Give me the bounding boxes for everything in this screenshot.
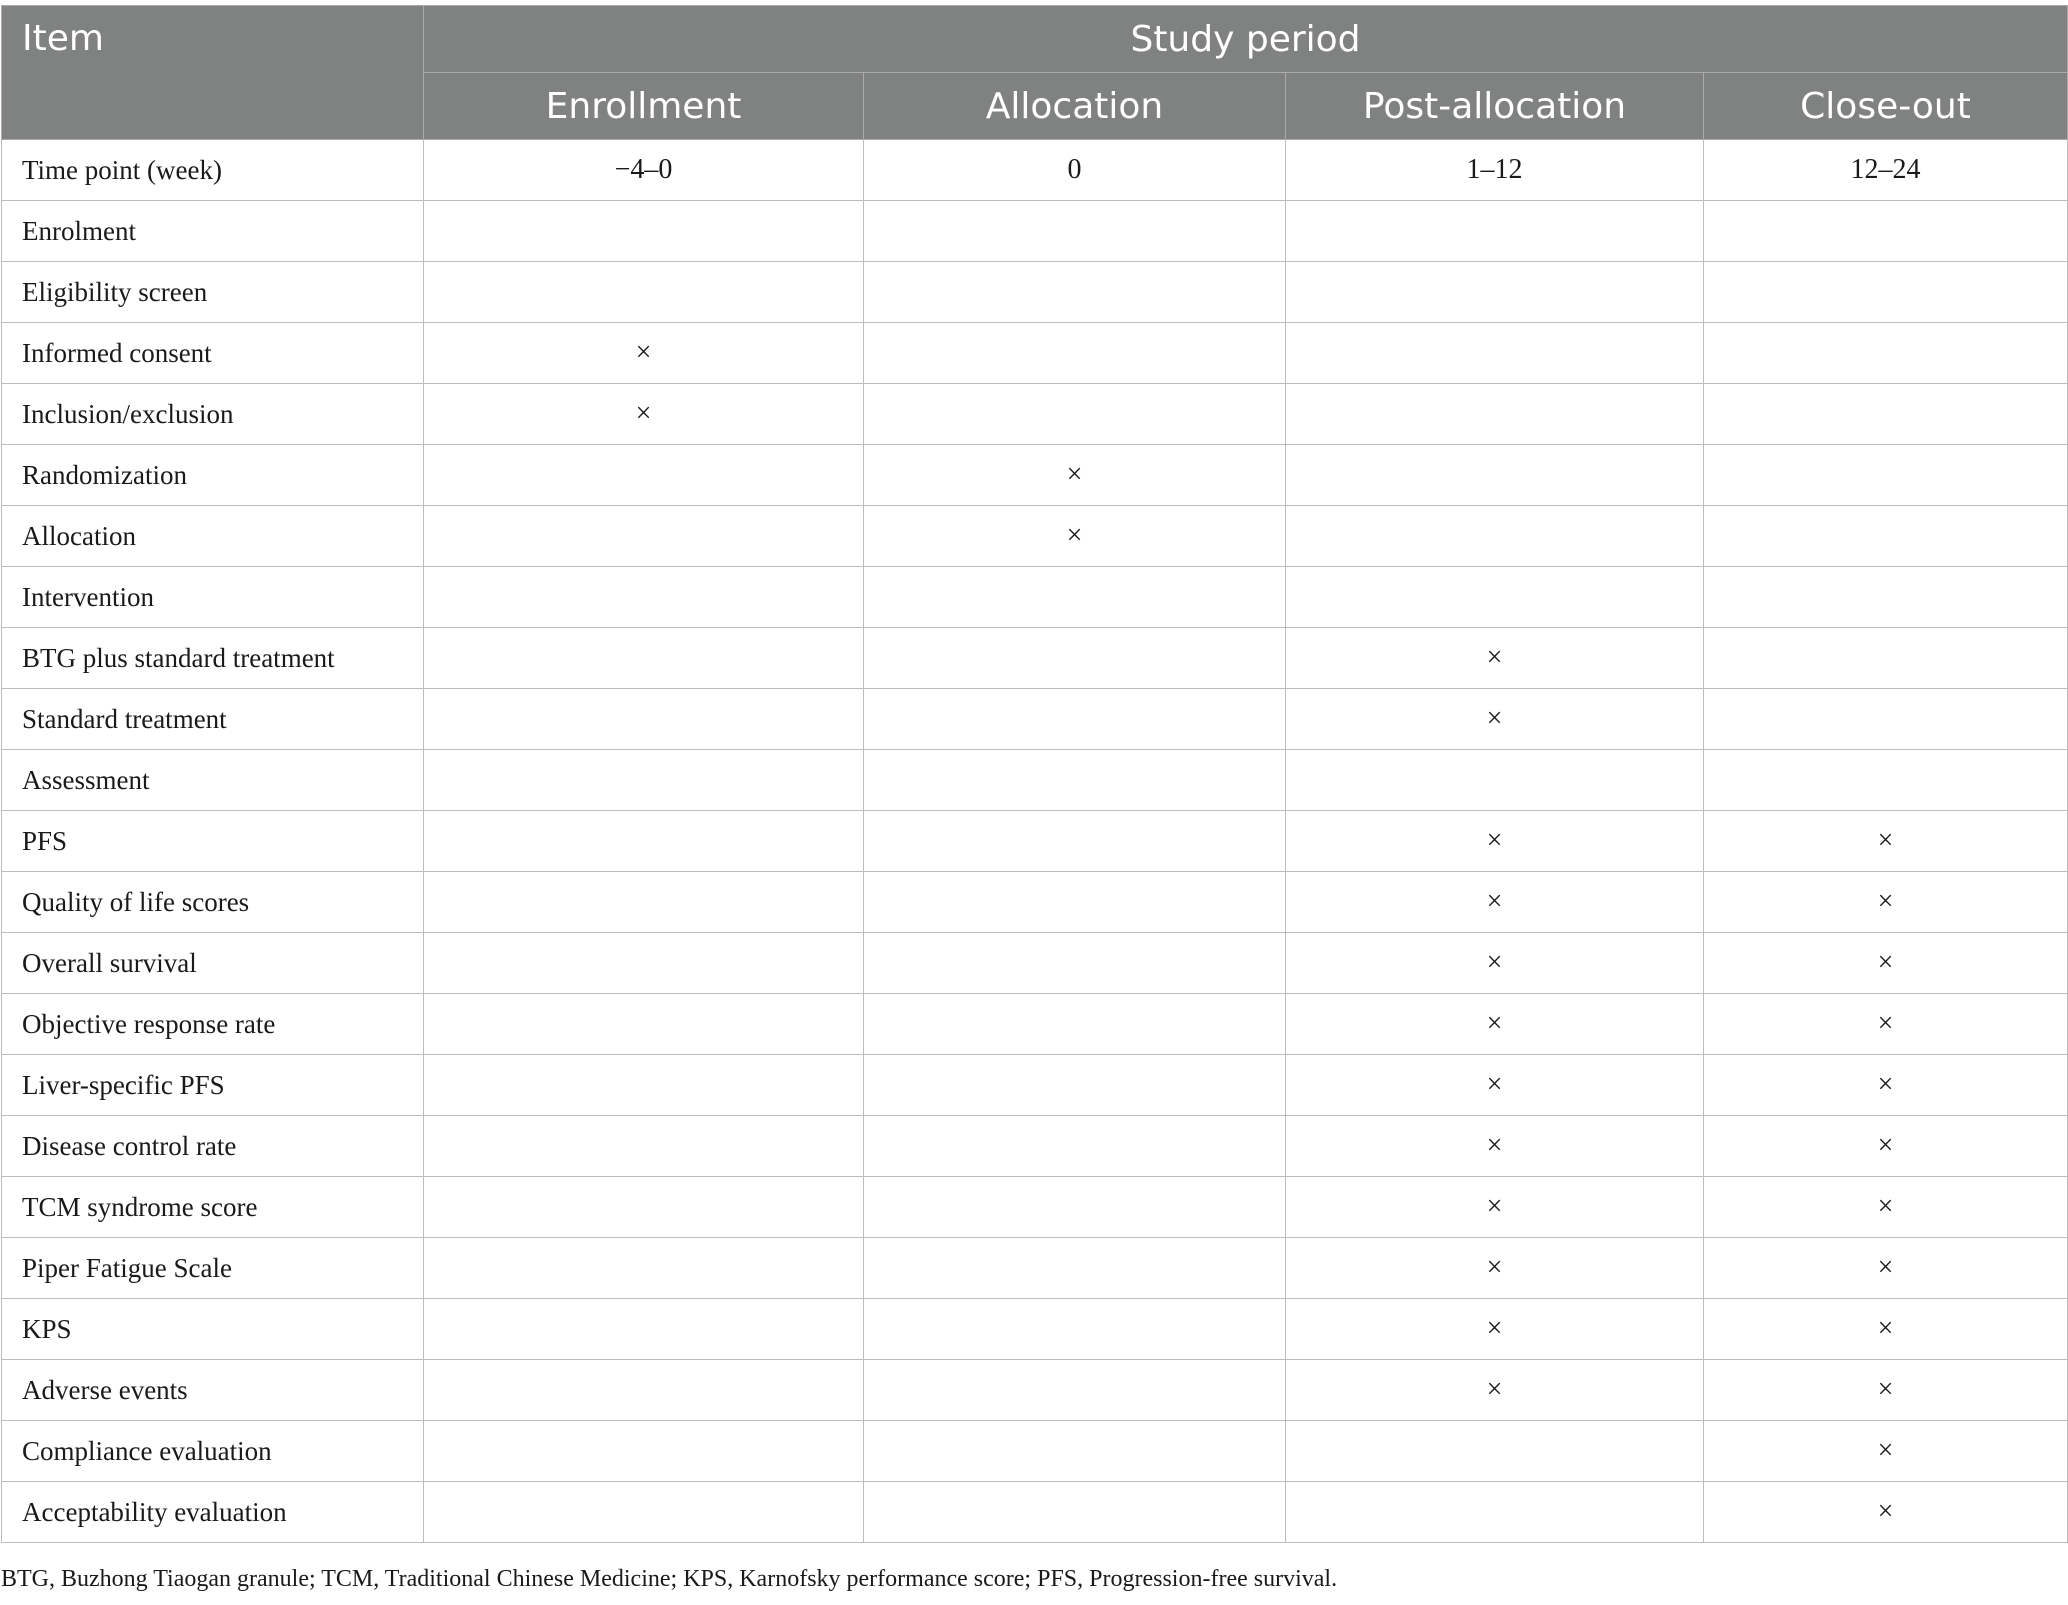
row-cell xyxy=(1286,384,1704,445)
table-row xyxy=(2,323,2068,384)
row-label: Disease control rate xyxy=(2,1116,424,1177)
row-cell xyxy=(424,1055,864,1116)
table-row xyxy=(2,262,2068,323)
row-label: Liver-specific PFS xyxy=(2,1055,424,1116)
table-row xyxy=(2,1116,2068,1177)
table-row xyxy=(2,1177,2068,1238)
row-cell xyxy=(1704,628,2068,689)
row-cell: × xyxy=(1286,628,1704,689)
row-cell xyxy=(424,506,864,567)
row-cell: × xyxy=(424,323,864,384)
table-row xyxy=(2,384,2068,445)
row-cell: × xyxy=(1704,872,2068,933)
row-cell xyxy=(864,1482,1286,1543)
row-cell xyxy=(1286,750,1704,811)
row-cell xyxy=(1704,445,2068,506)
table-row xyxy=(2,567,2068,628)
row-label: Inclusion/exclusion xyxy=(2,384,424,445)
row-cell xyxy=(1286,323,1704,384)
row-cell xyxy=(864,689,1286,750)
row-cell: × xyxy=(1704,1482,2068,1543)
row-cell xyxy=(424,1116,864,1177)
row-cell xyxy=(864,994,1286,1055)
row-cell xyxy=(864,262,1286,323)
table-row xyxy=(2,933,2068,994)
row-cell xyxy=(864,1238,1286,1299)
header-post-allocation: Post-allocation xyxy=(1286,73,1704,140)
row-cell: × xyxy=(424,384,864,445)
header-study-period: Study period xyxy=(424,6,2068,73)
row-cell xyxy=(864,811,1286,872)
row-cell xyxy=(424,811,864,872)
row-cell: × xyxy=(1286,1055,1704,1116)
row-cell: 12–24 xyxy=(1704,140,2068,201)
table-row xyxy=(2,1482,2068,1543)
row-cell xyxy=(1286,506,1704,567)
header-close-out: Close-out xyxy=(1704,73,2068,140)
row-cell xyxy=(424,567,864,628)
row-label: Objective response rate xyxy=(2,994,424,1055)
row-cell xyxy=(1286,1421,1704,1482)
row-cell: × xyxy=(1286,1177,1704,1238)
row-cell: × xyxy=(1286,1299,1704,1360)
table-row xyxy=(2,1360,2068,1421)
row-cell: −4–0 xyxy=(424,140,864,201)
row-cell: × xyxy=(1704,1421,2068,1482)
row-cell xyxy=(864,1421,1286,1482)
header-enrollment: Enrollment xyxy=(424,73,864,140)
row-label: Intervention xyxy=(2,567,424,628)
table-row xyxy=(2,872,2068,933)
table-row xyxy=(2,1055,2068,1116)
row-cell: × xyxy=(1286,933,1704,994)
row-cell: 0 xyxy=(864,140,1286,201)
row-cell: × xyxy=(1704,1055,2068,1116)
row-cell xyxy=(424,1177,864,1238)
row-cell xyxy=(424,1360,864,1421)
row-cell xyxy=(1286,201,1704,262)
row-label: KPS xyxy=(2,1299,424,1360)
row-cell xyxy=(1286,262,1704,323)
row-cell xyxy=(424,262,864,323)
row-label: Randomization xyxy=(2,445,424,506)
row-cell: × xyxy=(1704,1116,2068,1177)
row-cell xyxy=(424,750,864,811)
row-cell xyxy=(864,1360,1286,1421)
row-cell xyxy=(864,384,1286,445)
row-cell xyxy=(424,1421,864,1482)
row-cell xyxy=(1704,201,2068,262)
row-cell xyxy=(864,1177,1286,1238)
row-cell: × xyxy=(1286,1238,1704,1299)
table-row xyxy=(2,445,2068,506)
row-cell xyxy=(864,1055,1286,1116)
row-cell: × xyxy=(864,506,1286,567)
row-cell xyxy=(864,933,1286,994)
row-cell xyxy=(1286,567,1704,628)
row-label: Piper Fatigue Scale xyxy=(2,1238,424,1299)
table-row xyxy=(2,750,2068,811)
row-cell xyxy=(424,1299,864,1360)
row-label: Assessment xyxy=(2,750,424,811)
row-cell xyxy=(424,994,864,1055)
row-cell xyxy=(1704,262,2068,323)
row-cell: × xyxy=(1286,1116,1704,1177)
row-label: Adverse events xyxy=(2,1360,424,1421)
row-label: Quality of life scores xyxy=(2,872,424,933)
table-body xyxy=(2,140,2068,1543)
row-label: Overall survival xyxy=(2,933,424,994)
row-cell: × xyxy=(1704,994,2068,1055)
row-cell xyxy=(424,933,864,994)
row-cell: × xyxy=(1704,1177,2068,1238)
header-item: Item xyxy=(2,6,424,140)
table-row xyxy=(2,506,2068,567)
row-cell xyxy=(864,872,1286,933)
table-row xyxy=(2,1299,2068,1360)
table-row xyxy=(2,689,2068,750)
header-allocation: Allocation xyxy=(864,73,1286,140)
row-cell xyxy=(424,445,864,506)
row-label: Informed consent xyxy=(2,323,424,384)
table-row xyxy=(2,140,2068,201)
row-label: TCM syndrome score xyxy=(2,1177,424,1238)
row-cell: × xyxy=(1704,1238,2068,1299)
row-cell xyxy=(1286,445,1704,506)
row-cell xyxy=(864,1116,1286,1177)
row-cell xyxy=(864,750,1286,811)
row-cell xyxy=(864,323,1286,384)
row-cell xyxy=(864,1299,1286,1360)
row-cell xyxy=(864,628,1286,689)
table-row xyxy=(2,994,2068,1055)
table-row xyxy=(2,1238,2068,1299)
row-cell: × xyxy=(1286,811,1704,872)
table-row xyxy=(2,1421,2068,1482)
row-cell xyxy=(424,628,864,689)
row-cell xyxy=(1704,750,2068,811)
row-cell xyxy=(1286,1482,1704,1543)
row-cell xyxy=(424,689,864,750)
table-row xyxy=(2,201,2068,262)
table-row xyxy=(2,811,2068,872)
row-label: Allocation xyxy=(2,506,424,567)
table-row xyxy=(2,628,2068,689)
row-cell xyxy=(864,567,1286,628)
row-cell: × xyxy=(864,445,1286,506)
row-label: Enrolment xyxy=(2,201,424,262)
row-cell xyxy=(1704,384,2068,445)
row-label: Eligibility screen xyxy=(2,262,424,323)
row-label: Standard treatment xyxy=(2,689,424,750)
row-cell: 1–12 xyxy=(1286,140,1704,201)
row-cell xyxy=(1704,567,2068,628)
row-cell xyxy=(424,201,864,262)
row-cell xyxy=(1704,689,2068,750)
row-cell: × xyxy=(1704,933,2068,994)
row-cell: × xyxy=(1704,1360,2068,1421)
row-cell xyxy=(864,201,1286,262)
row-cell: × xyxy=(1704,811,2068,872)
row-label: BTG plus standard treatment xyxy=(2,628,424,689)
study-schedule-table xyxy=(1,5,2068,1543)
row-cell xyxy=(424,1238,864,1299)
row-label: Time point (week) xyxy=(2,140,424,201)
row-cell: × xyxy=(1286,872,1704,933)
row-cell xyxy=(424,1482,864,1543)
row-label: Acceptability evaluation xyxy=(2,1482,424,1543)
row-cell: × xyxy=(1704,1299,2068,1360)
row-cell xyxy=(424,872,864,933)
table-footnote: BTG, Buzhong Tiaogan granule; TCM, Traditional Chinese Medicine; KPS, Karnofsky performance score; PFS, Progression-free survival. xyxy=(1,1566,1338,1592)
row-label: PFS xyxy=(2,811,424,872)
row-label: Compliance evaluation xyxy=(2,1421,424,1482)
row-cell xyxy=(1704,506,2068,567)
row-cell: × xyxy=(1286,994,1704,1055)
row-cell xyxy=(1704,323,2068,384)
row-cell: × xyxy=(1286,1360,1704,1421)
row-cell: × xyxy=(1286,689,1704,750)
